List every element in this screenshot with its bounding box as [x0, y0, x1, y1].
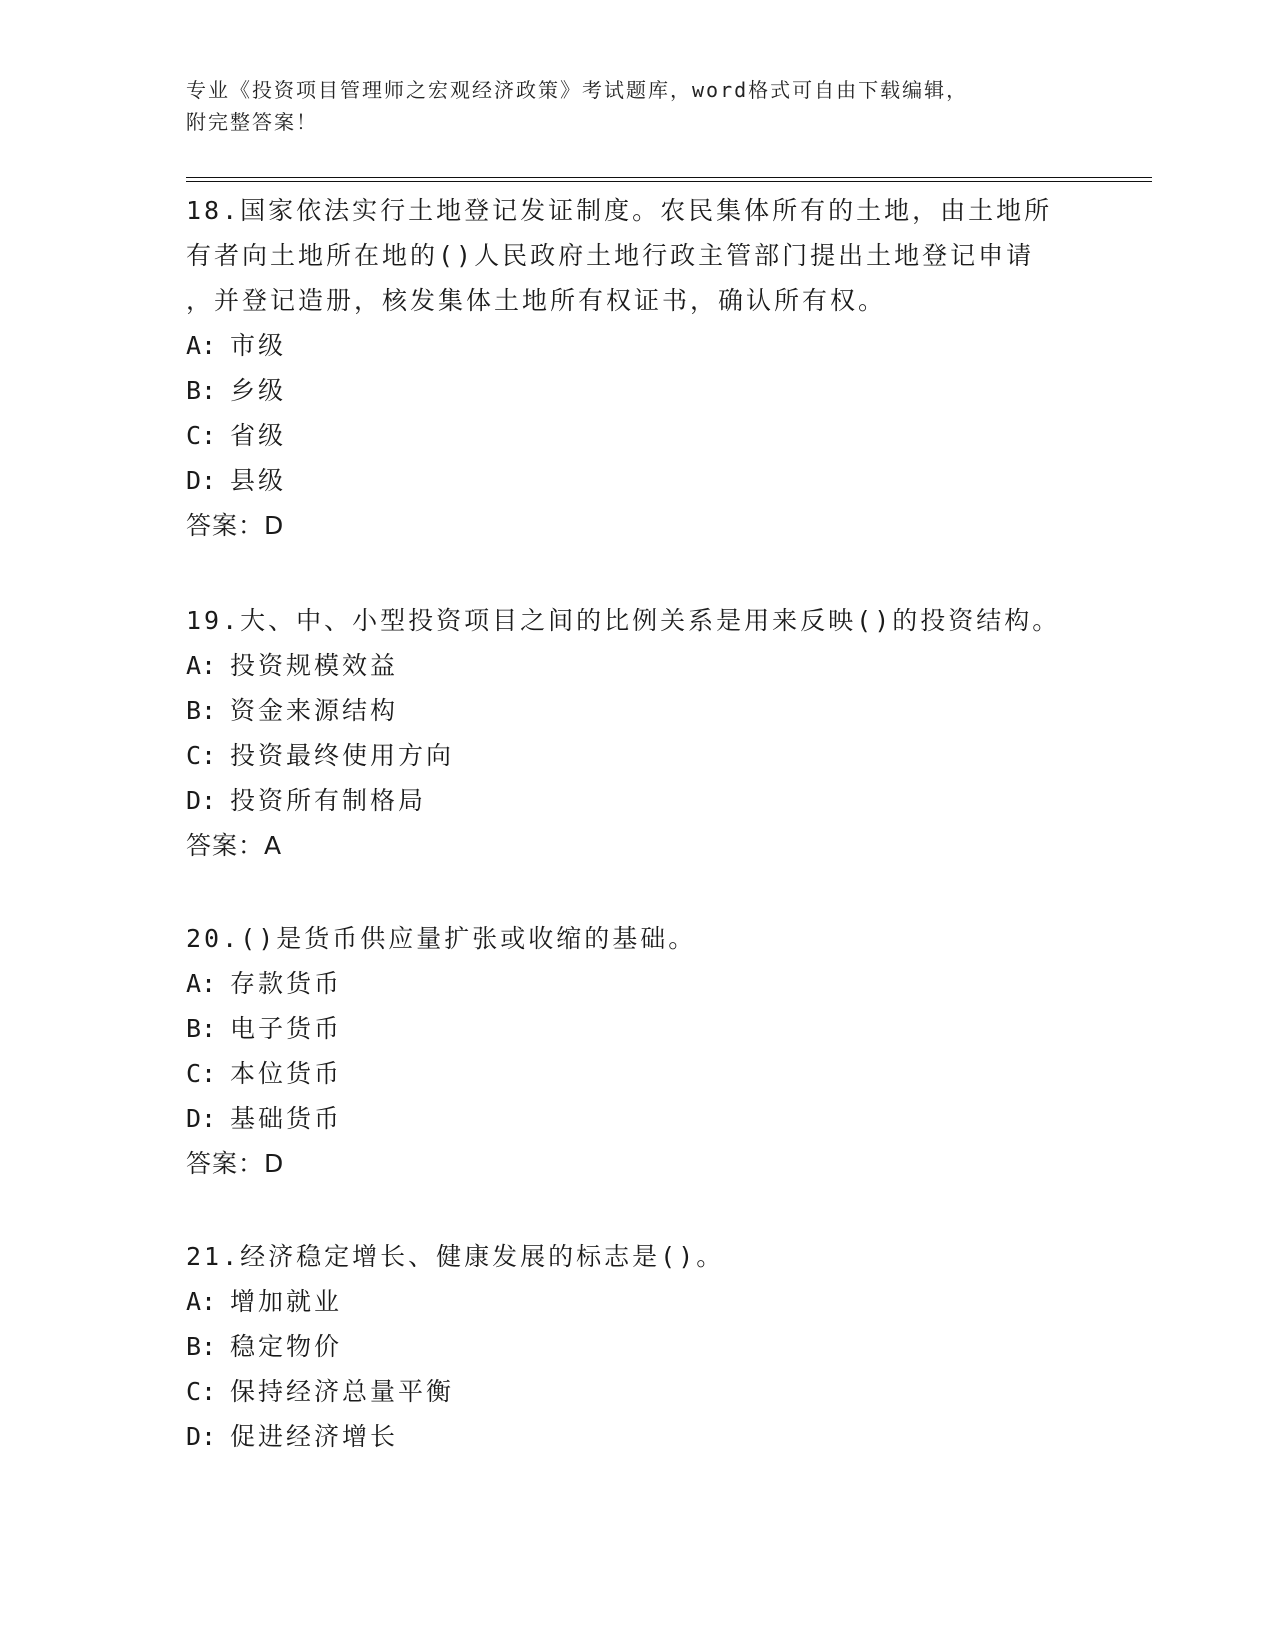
option-b [186, 1006, 1086, 1051]
option-text: 增加就业 [230, 1287, 343, 1316]
question-20 [186, 916, 1086, 1186]
option-c [186, 413, 1086, 458]
option-label: A: [186, 331, 217, 360]
option-label: A: [186, 969, 217, 998]
option-label: D: [186, 1104, 217, 1133]
option-label: B: [186, 1014, 217, 1043]
option-c [186, 1369, 1086, 1414]
document-header [186, 74, 1086, 138]
option-b [186, 688, 1086, 733]
option-b [186, 1324, 1086, 1369]
option-label: D: [186, 786, 217, 815]
answer: 答案：D [186, 1149, 285, 1178]
option-d [186, 778, 1086, 823]
option-text: 市级 [230, 331, 287, 360]
option-a [186, 643, 1086, 688]
question-stem-line: 20.()是货币供应量扩张或收缩的基础。 [186, 924, 697, 953]
header-line-1: 专业《投资项目管理师之宏观经济政策》考试题库，word格式可自由下载编辑， [186, 78, 969, 102]
question-stem-line: 21.经济稳定增长、健康发展的标志是()。 [186, 1242, 725, 1271]
option-text: 促进经济增长 [230, 1422, 399, 1451]
option-a [186, 323, 1086, 368]
question-stem-line: ，并登记造册，核发集体土地所有权证书，确认所有权。 [186, 286, 887, 315]
question-stem-line: 19.大、中、小型投资项目之间的比例关系是用来反映()的投资结构。 [186, 606, 1061, 635]
header-divider-bottom [186, 181, 1152, 182]
option-label: B: [186, 1332, 217, 1361]
option-d [186, 1414, 1086, 1459]
option-label: D: [186, 466, 217, 495]
option-text: 本位货币 [230, 1059, 343, 1088]
option-label: D: [186, 1422, 217, 1451]
question-21 [186, 1234, 1086, 1459]
option-c [186, 1051, 1086, 1096]
option-text: 乡级 [230, 376, 287, 405]
answer: 答案：D [186, 511, 285, 540]
option-a [186, 961, 1086, 1006]
question-stem-line: 18.国家依法实行土地登记发证制度。农民集体所有的土地，由土地所 [186, 196, 1053, 225]
option-label: B: [186, 696, 217, 725]
option-text: 资金来源结构 [230, 696, 399, 725]
option-text: 投资最终使用方向 [230, 741, 455, 770]
option-label: C: [186, 1377, 217, 1406]
answer: 答案：A [186, 831, 283, 860]
option-a [186, 1279, 1086, 1324]
header-line-2: 附完整答案！ [186, 110, 318, 134]
option-text: 省级 [230, 421, 287, 450]
option-text: 电子货币 [230, 1014, 343, 1043]
option-d [186, 458, 1086, 503]
option-text: 保持经济总量平衡 [230, 1377, 455, 1406]
option-text: 基础货币 [230, 1104, 343, 1133]
option-text: 投资规模效益 [230, 651, 399, 680]
option-label: A: [186, 651, 217, 680]
option-d [186, 1096, 1086, 1141]
option-label: B: [186, 376, 217, 405]
option-text: 存款货币 [230, 969, 343, 998]
question-19 [186, 598, 1086, 868]
option-text: 稳定物价 [230, 1332, 343, 1361]
header-divider-top [186, 177, 1152, 178]
option-text: 县级 [230, 466, 287, 495]
question-18 [186, 188, 1086, 548]
option-label: C: [186, 1059, 217, 1088]
option-label: C: [186, 421, 217, 450]
option-text: 投资所有制格局 [230, 786, 427, 815]
option-label: C: [186, 741, 217, 770]
option-b [186, 368, 1086, 413]
option-c [186, 733, 1086, 778]
option-label: A: [186, 1287, 217, 1316]
question-stem-line: 有者向土地所在地的()人民政府土地行政主管部门提出土地登记申请 [186, 241, 1035, 270]
